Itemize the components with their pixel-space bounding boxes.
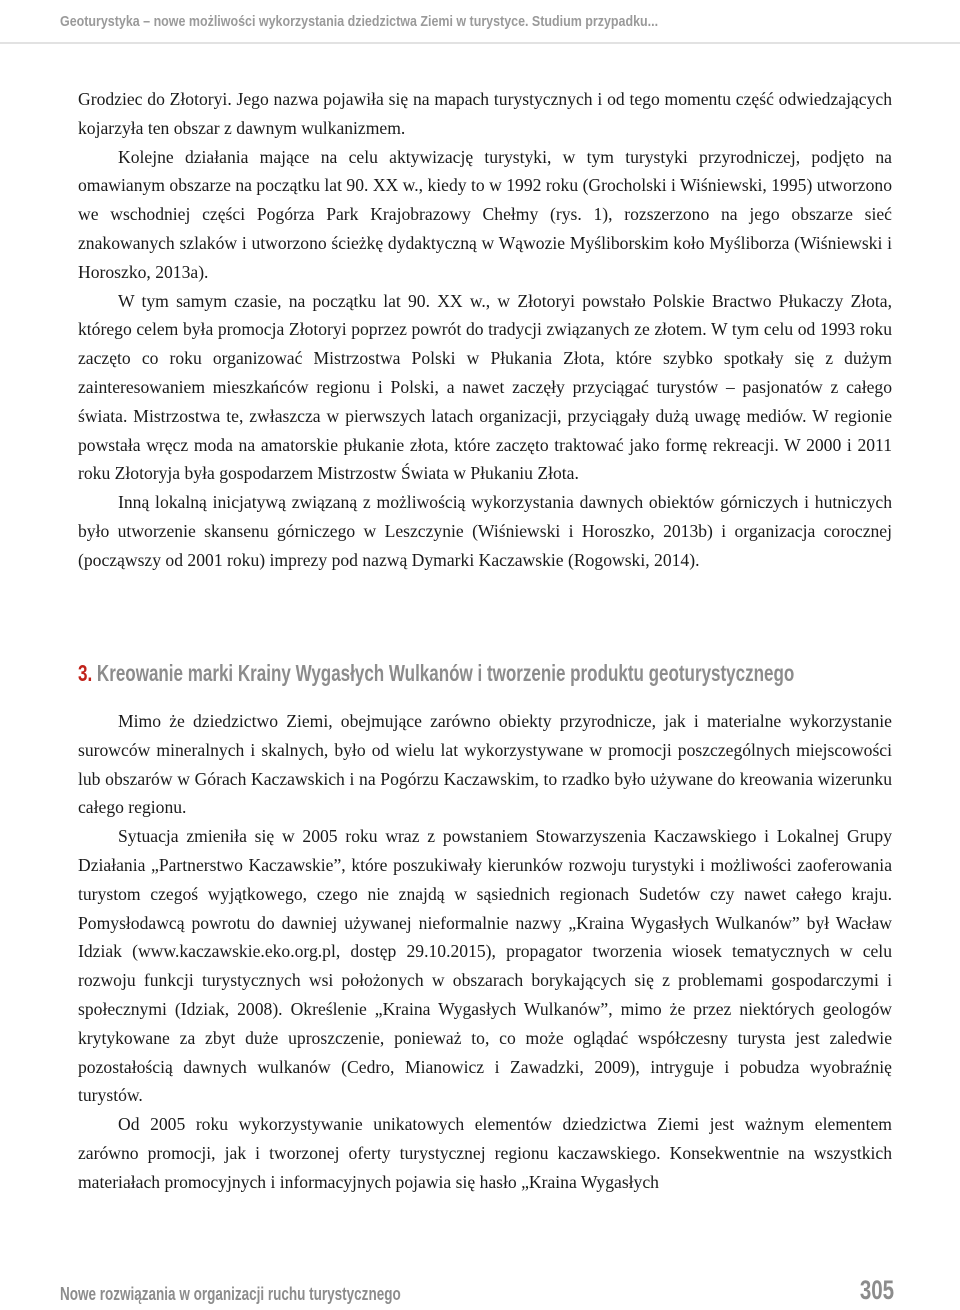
running-header: Geoturystyka – nowe możliwości wykorzystania dziedzictwa Ziemi w turystyce. Studium przypadku... xyxy=(60,14,659,30)
header-rule xyxy=(0,42,960,44)
paragraph: Od 2005 roku wykorzystywanie unikatowych elementów dziedzictwa Ziemi jest ważnym elementem zarówno promocji, jak i tworzonej oferty turystycznej regionu kaczawskiego. Konsekwentnie na wszystkich materiałach promocyjnych i informacyjnych pojawia się hasło „Kraina Wygasłych xyxy=(78,1114,892,1192)
paragraph: W tym samym czasie, na początku lat 90. XX w., w Złotoryi powstało Polskie Bractwo Płukaczy Złota, którego celem była promocja Złotoryi poprzez powrót do tradycji związanych ze złotem. W tym celu od 1993 roku zaczęto co roku organizować Mistrzostwa Polski w Płukania Złota, które szybko spotkały się z dużym zainteresowaniem mieszkańców regionu i Polski, a nawet zaczęły przyciągać turystów – pasjonatów z całego świata. Mistrzostwa te, zwłaszcza w pierwszych latach organizacji, przyciągały dużą uwagę mediów. W regionie powstała wręcz moda na amatorskie płukanie złota, które zaczęto traktować jako formę rekreacji. W 2000 i 2011 roku Złotoryja była gospodarzem Mistrzostw Świata w Płukaniu Złota. xyxy=(78,290,892,484)
paragraph: Kolejne działania mające na celu aktywizację turystyki, w tym turystyki przyrodniczej, podjęto na omawianym obszarze na początku lat 90. XX w., kiedy to w 1992 roku (Grocholski i Wiśniewski, 1995) utworzono we wschodniej części Pogórza Park Krajobrazowy Chełmy (rys. 1), rozszerzono na jego obszarze sieć znakowanych szlaków i utworzono ścieżkę dydaktyczną w Wąwozie Myśliborskim koło Myśliborza (Wiśniewski i Horoszko, 2013a). xyxy=(78,146,892,282)
section-heading xyxy=(78,660,795,687)
footer-book-title: Nowe rozwiązania w organizacji ruchu turystycznego xyxy=(60,1283,401,1304)
paragraph: Inną lokalną inicjatywą związaną z możliwością wykorzystania dawnych obiektów górniczych i hutniczych było utworzenie skansenu górniczego w Leszczynie (Wiśniewski i Horoszko, 2013b) i organizacja corocznej (począwszy od 2001 roku) imprezy pod nazwą Dymarki Kaczawskie (Rogowski, 2014). xyxy=(78,492,892,570)
body-text-bottom xyxy=(78,707,892,1197)
section-number: 3. xyxy=(78,660,93,686)
body-text-top xyxy=(78,85,892,575)
page-number: 305 xyxy=(859,1275,894,1305)
paragraph: Mimo że dziedzictwo Ziemi, obejmujące zarówno obiekty przyrodnicze, jak i materialne wykorzystanie surowców mineralnych i skalnych, było od wielu lat wykorzystywane w promocji poszczególnych miejscowości lub obszarów w Górach Kaczawskich i na Pogórzu Kaczawskim, to rzadko było używane do kreowania wizerunku całego regionu. xyxy=(78,711,892,818)
paragraph: Grodziec do Złotoryi. Jego nazwa pojawiła się na mapach turystycznych i od tego momentu część odwiedzających kojarzyła ten obszar z dawnym wulkanizmem. xyxy=(78,89,892,138)
section-title: Kreowanie marki Krainy Wygasłych Wulkanów i tworzenie produktu geoturystycznego xyxy=(96,660,795,686)
paragraph: Sytuacja zmieniła się w 2005 roku wraz z powstaniem Stowarzyszenia Kaczawskiego i Lokalnej Grupy Działania „Partnerstwo Kaczawskie”, które poszukiwały kierunków rozwoju turystyki i możliwości zaoferowania turystom czegoś wyjątkowego, czego nie znajdą w sąsiednich regionach Sudetów czy nawet całego kraju. Pomysłodawcą powrotu do dawniej używanej nieformalnie nazwy „Kraina Wygasłych Wulkanów” był Wacław Idziak (www.kaczawskie.eko.org.pl, dostęp 29.10.2015), propagator tworzenia wiosek tematycznych w celu rozwoju funkcji turystycznych wsi położonych w obszarach borykających się z problemami gospodarczymi i społecznymi (Idziak, 2008). Określenie „Kraina Wygasłych Wulkanów”, mimo że przez niektórych geologów krytykowane za zbyt duże uproszczenie, ponieważ to, co może oglądać współczesny turysta jest zaledwie pozostałością dawnych wulkanów (Cedro, Mianowicz i Zawadzki, 2009), intryguje i pobudza wyobraźnię turystów. xyxy=(78,826,892,1106)
